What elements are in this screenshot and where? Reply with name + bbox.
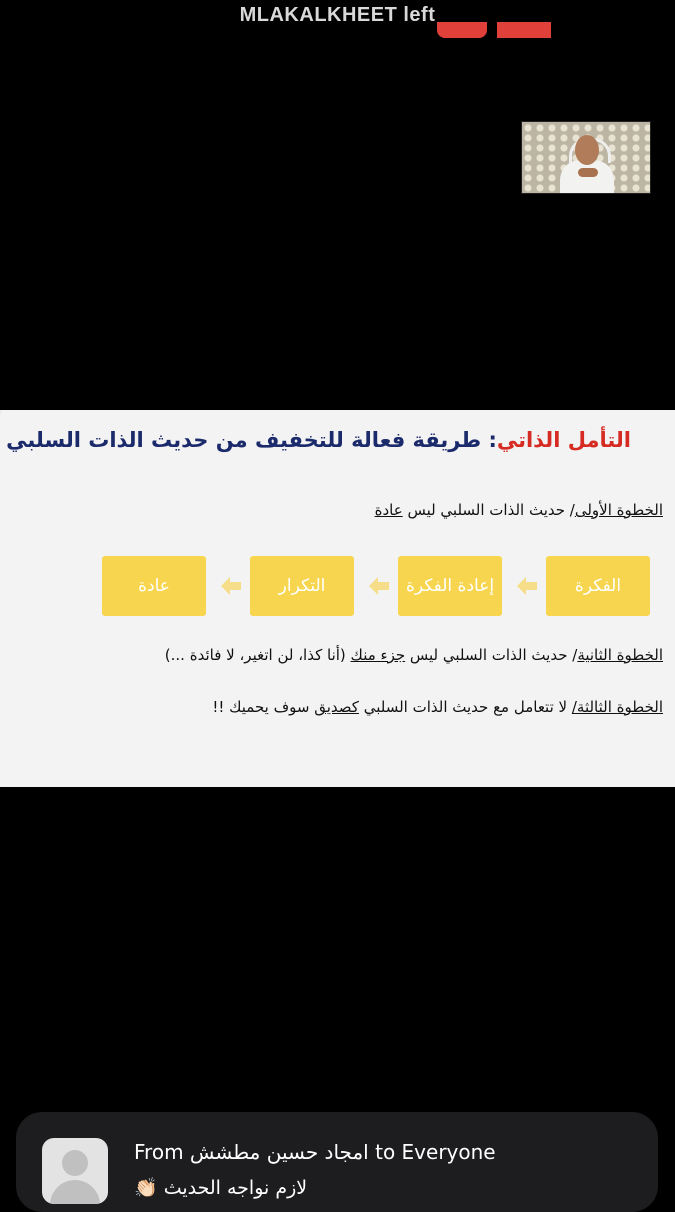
chat-message: 👏🏻 لازم نواجه الحديث: [134, 1177, 308, 1199]
avatar-head-icon: [62, 1150, 88, 1176]
video-person-body: [560, 160, 614, 194]
avatar-body-icon: [50, 1180, 100, 1204]
chat-sender: From امجاد حسين مطشش to Everyone: [134, 1140, 496, 1164]
flow-box-habit: عادة: [102, 556, 206, 616]
step-two: [165, 646, 663, 664]
video-person-hands: [578, 168, 598, 177]
flow-arrow-icon: [369, 577, 389, 595]
flow-arrow-icon: [517, 577, 537, 595]
avatar: [42, 1138, 108, 1204]
flow-arrow-icon: [221, 577, 241, 595]
step-three-label: الخطوة الثالثة/: [571, 698, 663, 716]
step-one-label: الخطوة الأولى: [574, 501, 663, 519]
chat-notification[interactable]: [16, 1112, 658, 1212]
flow-box-repetition: التكرار: [250, 556, 354, 616]
video-person-head: [575, 135, 599, 165]
step-one-text: / حديث الذات السلبي ليس: [402, 501, 575, 519]
flow-box-rethink: إعادة الفكرة: [398, 556, 502, 616]
participant-video[interactable]: [521, 121, 651, 194]
step-two-rest: (أنا كذا، لن اتغير، لا فائدة ...): [164, 646, 351, 664]
step-three-text: لا تتعامل مع حديث الذات السلبي: [358, 698, 572, 716]
step-one-underlined: عادة: [374, 501, 403, 519]
flow-box-thought: الفكرة: [546, 556, 650, 616]
step-three-rest: سوف يحميك !!: [212, 698, 315, 716]
slide-title-rest: : طريقة فعالة للتخفيف من حديث الذات السلبي: [6, 428, 497, 452]
step-two-text: / حديث الذات السلبي ليس: [405, 646, 578, 664]
slide-title: [6, 428, 631, 452]
step-three-underlined: كصديق: [314, 698, 359, 716]
participant-left-notice: MLAKALKHEET left: [239, 4, 436, 26]
shared-slide: [0, 410, 675, 787]
step-three: [212, 698, 663, 716]
step-two-underlined: جزء منك: [350, 646, 406, 664]
slide-title-accent: التأمل الذاتي: [496, 428, 631, 452]
step-two-label: الخطوة الثانية: [577, 646, 663, 664]
step-one: [375, 501, 663, 519]
